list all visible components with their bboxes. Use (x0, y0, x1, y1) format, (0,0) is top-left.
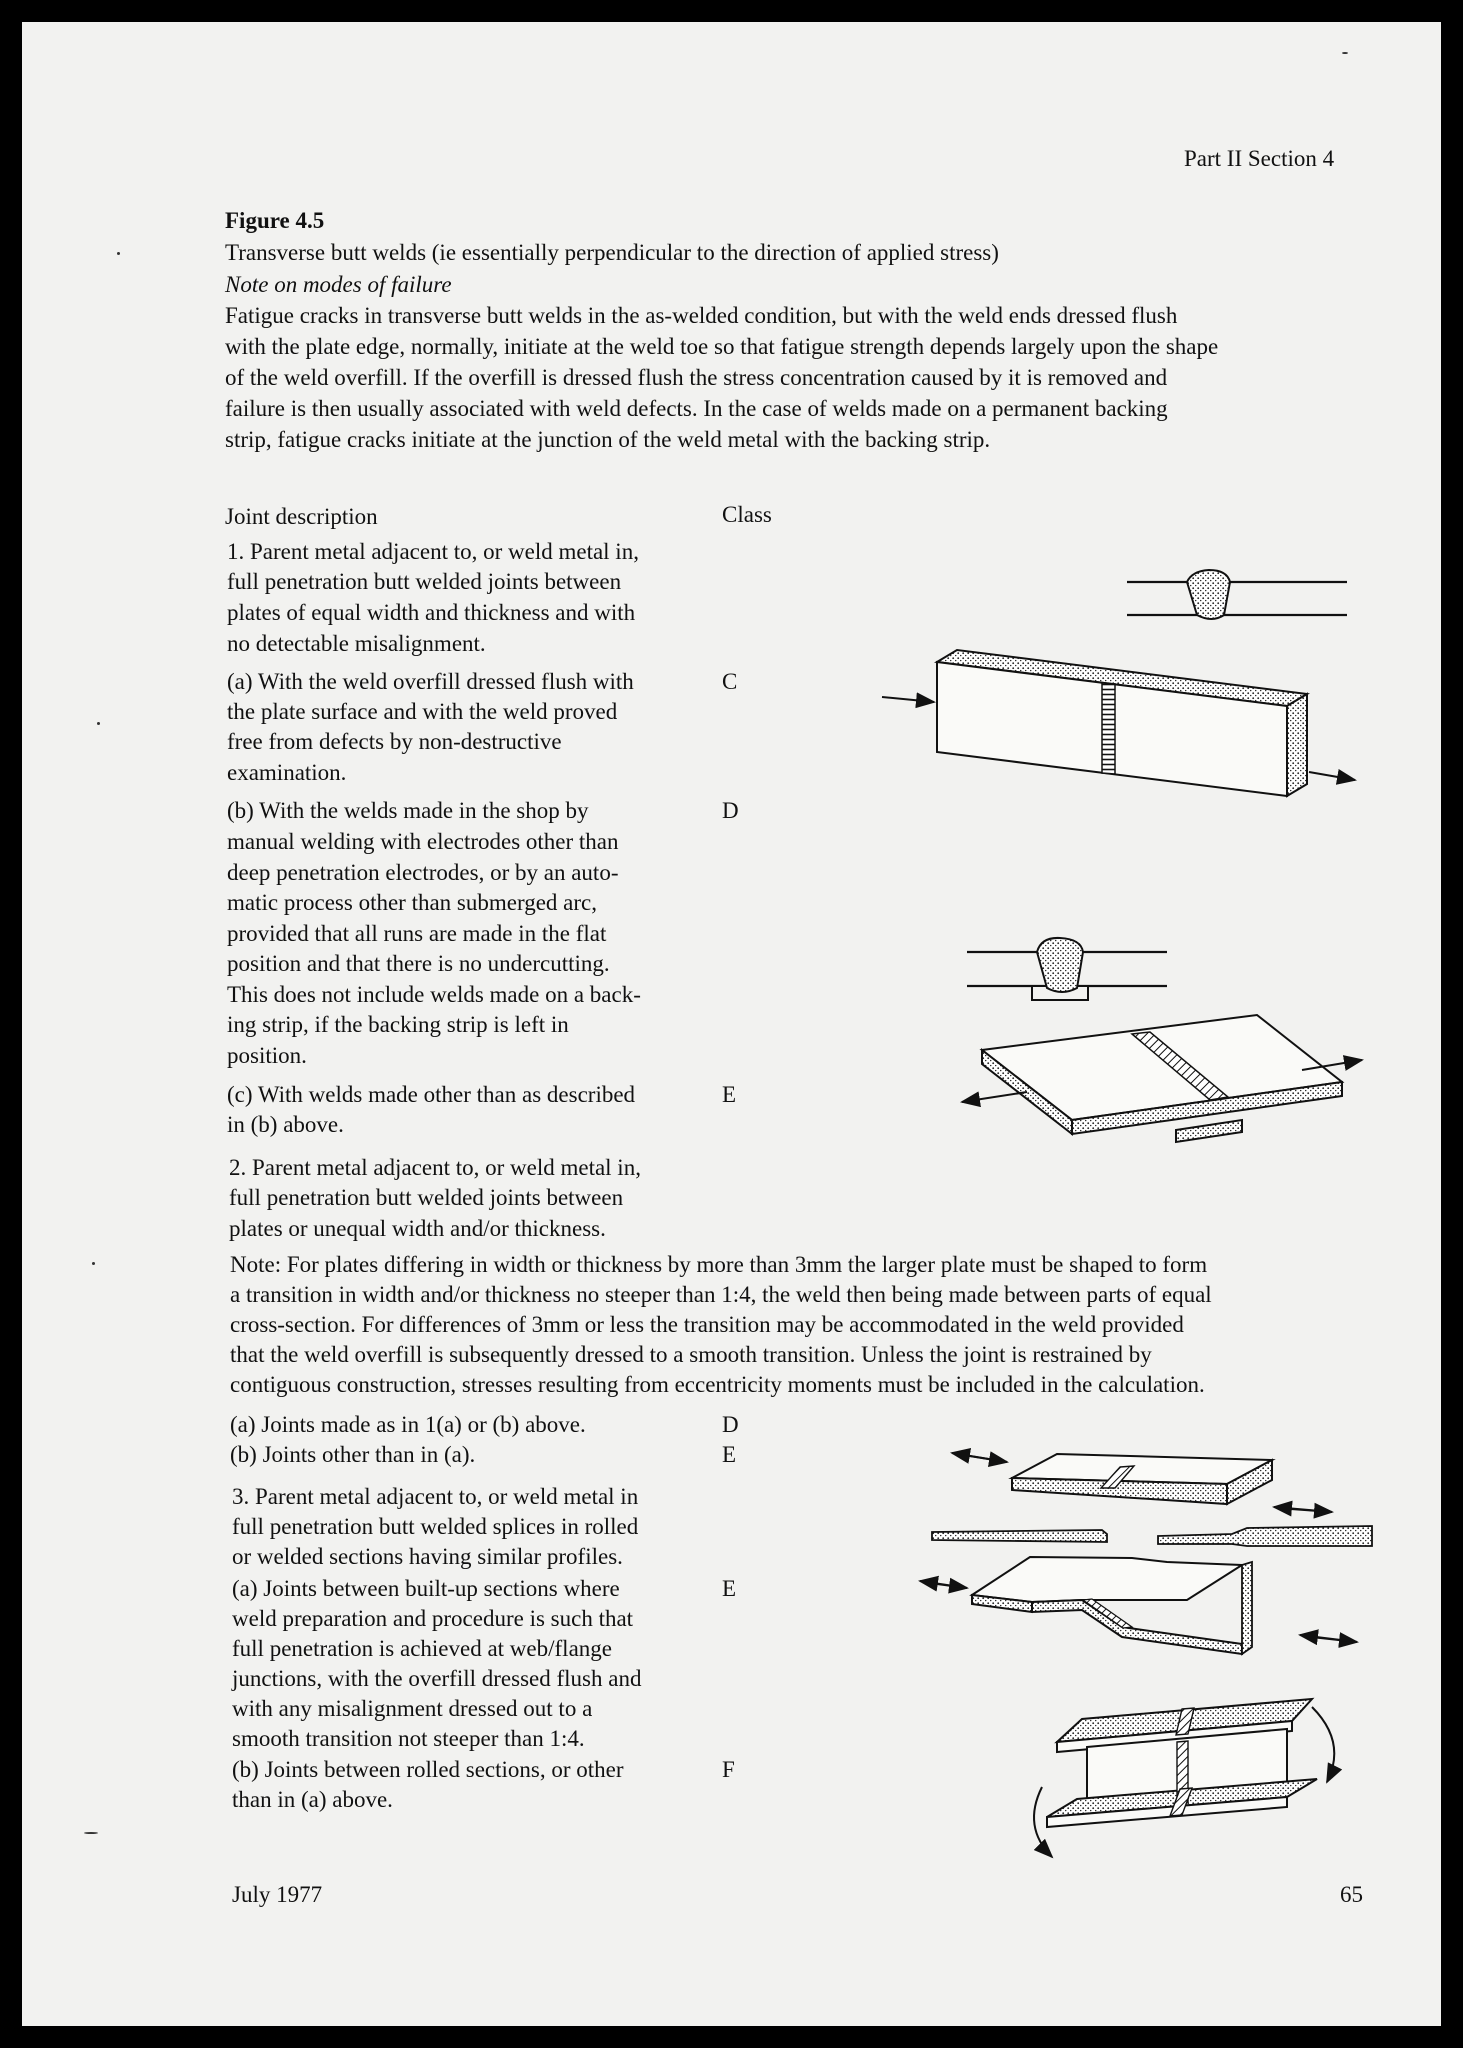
note-line: strip, fatigue cracks initiate at the junction of the weld metal with the backing strip. (225, 427, 991, 452)
class-value: E (722, 1082, 737, 1107)
item1-line: 1. Parent metal adjacent to, or weld metal in, (227, 539, 639, 564)
item3b-line: (b) Joints between rolled sections, or other (232, 1757, 624, 1782)
section-header: Part II Section 4 (1184, 146, 1335, 171)
item1b-line: deep penetration electrodes, or by an auto- (227, 860, 619, 885)
note-line: of the weld overfill. If the overfill is dressed flush the stress concentration caused by it is removed and (225, 365, 1168, 390)
class-value: F (722, 1757, 735, 1782)
note-heading: Note on modes of failure (225, 272, 452, 297)
scan-speck (84, 1832, 98, 1834)
item1c-line: in (b) above. (227, 1112, 344, 1137)
item2-note-line: contiguous construction, stresses resulting from eccentricity moments must be included in the calculation. (230, 1372, 1205, 1397)
plate-flush-weld-figure (877, 632, 1377, 802)
item3-line: or welded sections having similar profiles. (232, 1544, 623, 1569)
figure-label: Figure 4.5 (225, 208, 325, 233)
rolled-section-splice-figure (1002, 1687, 1362, 1887)
joint-description-heading: Joint description (225, 504, 378, 529)
item2a-text: (a) Joints made as in 1(a) or (b) above. (230, 1412, 586, 1437)
class-value: D (722, 1412, 739, 1437)
class-value: D (722, 798, 739, 823)
item3a-line: smooth transition not steeper than 1:4. (232, 1726, 585, 1751)
item3a-line: (a) Joints between built-up sections where (232, 1576, 620, 1601)
item1-line: full penetration butt welded joints between (227, 569, 622, 594)
scan-speck (92, 1262, 95, 1265)
item1a-line: free from defects by non-destructive (227, 729, 562, 754)
class-value: C (722, 669, 738, 694)
item1a-line: (a) With the weld overfill dressed flush with (227, 669, 634, 694)
item2-note-line: cross-section. For differences of 3mm or less the transition may be accommodated in the weld provided (230, 1312, 1184, 1337)
item1b-line: position and that there is no undercutting. (227, 951, 610, 976)
item2-line: 2. Parent metal adjacent to, or weld metal in, (229, 1155, 641, 1180)
item2b-text: (b) Joints other than in (a). (230, 1442, 476, 1467)
backing-strip-plate-figure (922, 1012, 1382, 1172)
document-page (22, 22, 1441, 2026)
item1b-line: manual welding with electrodes other than (227, 829, 619, 854)
item1a-line: the plate surface and with the weld proved (227, 699, 618, 724)
item3a-line: weld preparation and procedure is such that (232, 1606, 634, 1631)
item1b-line: This does not include welds made on a back- (227, 982, 641, 1007)
class-heading: Class (722, 502, 772, 527)
item1b-line: (b) With the welds made in the shop by (227, 798, 589, 823)
item1c-line: (c) With welds made other than as described (227, 1082, 636, 1107)
page-number: 65 (1340, 1882, 1363, 1907)
note-line: with the plate edge, normally, initiate at the weld toe so that fatigue strength depends largely upon the shape (225, 334, 1219, 359)
item1-line: no detectable misalignment. (227, 631, 486, 656)
item3b-line: than in (a) above. (232, 1787, 393, 1812)
note-line: Fatigue cracks in transverse butt welds in the as-welded condition, but with the weld ends dressed flush (225, 303, 1178, 328)
class-value: E (722, 1442, 737, 1467)
item2-note-line: a transition in width and/or thickness no steeper than 1:4, the weld then being made between parts of equal (230, 1282, 1212, 1307)
item3a-line: junctions, with the overfill dressed flush and (232, 1666, 642, 1691)
item3-line: 3. Parent metal adjacent to, or weld metal in (232, 1484, 639, 1509)
item3a-line: with any misalignment dressed out to a (232, 1696, 593, 1721)
note-line: failure is then usually associated with weld defects. In the case of welds made on a permanent backing (225, 396, 1168, 421)
item1b-line: position. (227, 1043, 307, 1068)
butt-weld-section-figure (1117, 557, 1357, 637)
item2-line: full penetration butt welded joints between (229, 1185, 624, 1210)
scan-speck (117, 252, 120, 255)
item2-note-line: Note: For plates differing in width or thickness by more than 3mm the larger plate must be shaped to form (230, 1252, 1208, 1277)
item2-line: plates or unequal width and/or thickness. (229, 1216, 606, 1241)
item1b-line: provided that all runs are made in the flat (227, 921, 607, 946)
figure-caption: Transverse butt welds (ie essentially perpendicular to the direction of applied stress) (225, 240, 999, 265)
scan-speck (97, 722, 100, 725)
item2-note-line: that the weld overfill is subsequently dressed to a smooth transition. Unless the joint is restrained by (230, 1342, 1152, 1367)
item3-line: full penetration butt welded splices in rolled (232, 1514, 639, 1539)
item1a-line: examination. (227, 760, 347, 785)
item1-line: plates of equal width and thickness and with (227, 600, 636, 625)
class-value: E (722, 1576, 737, 1601)
footer-date: July 1977 (232, 1882, 323, 1907)
scan-speck (1342, 52, 1348, 54)
item1b-line: ing strip, if the backing strip is left in (227, 1012, 569, 1037)
thickness-transition-figure (902, 1422, 1382, 1682)
item3a-line: full penetration is achieved at web/flange (232, 1636, 612, 1661)
backing-strip-section-figure (957, 922, 1177, 1012)
item1b-line: matic process other than submerged arc, (227, 890, 597, 915)
